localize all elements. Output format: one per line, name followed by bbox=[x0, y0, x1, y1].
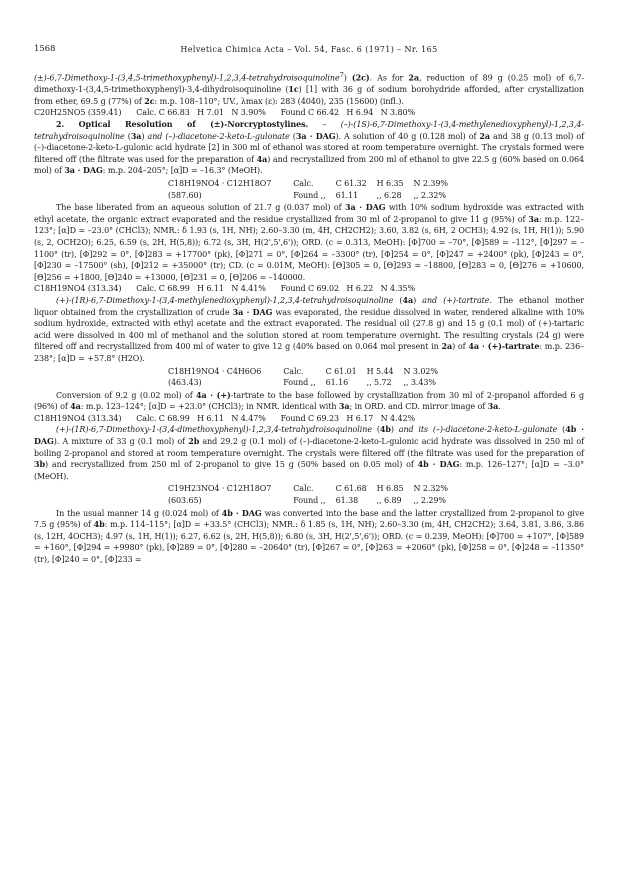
analysis-cell: Calc. bbox=[293, 484, 314, 494]
analysis-cell: H 5.44 bbox=[366, 366, 394, 376]
italic-text: (±)-6,7-Dimethoxy-1-(3,4,5-trimethoxyphenyl)-1,2,3,4-tetrahydroisoquinoline bbox=[34, 73, 340, 83]
compound-label: 3a bbox=[130, 130, 142, 141]
analysis-cell: 61.11 bbox=[335, 190, 359, 200]
compound-label: 4b · DAG bbox=[221, 507, 262, 518]
compound-label: 2. Optical Resolution of (±)-Norcryptostylines. bbox=[56, 119, 309, 130]
text-run: ). A mixture of 33 g (0.1 mol) of bbox=[53, 437, 189, 447]
text-run: with 10% sodium hydroxide was extracted with ethyl acetate, the organic extract evaporated and the residue crystallized from 30 ml of 2-propanol to give 11 g (95%) of bbox=[34, 203, 584, 224]
compound-label: 2c bbox=[144, 95, 155, 106]
compound-label: 4b · DAG bbox=[417, 459, 460, 470]
text-run: – bbox=[308, 120, 341, 130]
text-run: and 29.2 g (0.1 mol) of (–)-diacetone-2-keto-L-gulonic acid hydrate was dissolved in 250 ml of boiling 2-propanol and stored at room temperature overnight. The crystals were filtered off (the filtrate was used for the preparation of bbox=[34, 437, 584, 458]
italic-text: and its (–)-diacetone-2-keto-L-gulonate bbox=[398, 425, 558, 435]
analysis-row bbox=[168, 178, 458, 190]
text-run: ) bbox=[141, 131, 148, 141]
text-run: ) bbox=[343, 73, 352, 83]
analysis-cell: C 61.68 bbox=[335, 484, 367, 494]
text-run: ) [1] with 36 g of sodium borohydride afforded, after crystallization from ether, 69.5 g (77%) of bbox=[34, 85, 584, 106]
italic-text: (+)-(1R)-6,7-Dimethoxy-1-(3,4-methylenedioxyphenyl)-1,2,3,4-tetrahydroisoquinoline bbox=[56, 295, 394, 305]
text-run: ) and recrystallized from 250 ml of 2-propanol to give 15 g (50% based on 0.05 mol) of bbox=[45, 460, 418, 470]
text-run: ( bbox=[371, 425, 380, 435]
compound-label: 3b bbox=[34, 459, 46, 470]
analysis-cell: Found ,, bbox=[283, 378, 316, 388]
compound-label: 3a · DAG bbox=[64, 165, 103, 176]
analysis-row bbox=[168, 495, 458, 507]
analysis-cell: N 2.32% bbox=[413, 484, 448, 494]
paragraph bbox=[34, 295, 584, 365]
text-run: ) of bbox=[452, 342, 469, 352]
text-run: -tartrate to the base followed by crystallization from 30 ml of 2-propanol afforded 6 g (96%) of bbox=[34, 390, 584, 412]
analysis-cell: C18H19NO4 · C12H18O7 bbox=[168, 179, 272, 188]
compound-label: 3a · DAG bbox=[232, 306, 273, 317]
compound-label: 3a · DAG bbox=[295, 130, 336, 141]
footnote-marker: 7 bbox=[339, 71, 344, 79]
page-number: 1568 bbox=[34, 44, 56, 54]
text-run: ( bbox=[289, 131, 296, 141]
compound-label: 2a bbox=[479, 130, 490, 141]
analysis-cell: ,, 3.43% bbox=[403, 378, 436, 388]
compound-label: 3a · DAG bbox=[345, 202, 386, 213]
compound-label: 2a bbox=[441, 341, 453, 352]
compound-label: 4a bbox=[402, 294, 414, 305]
compound-label: 4a bbox=[256, 153, 268, 164]
analysis-row bbox=[168, 377, 448, 389]
article-body bbox=[34, 70, 584, 566]
text-run: ) bbox=[390, 425, 399, 435]
compound-label: 3a bbox=[528, 213, 539, 224]
compound-label: 2b bbox=[188, 436, 200, 447]
paragraph bbox=[34, 202, 584, 283]
analysis-cell: N 2.39% bbox=[413, 179, 448, 188]
paragraph bbox=[34, 508, 584, 566]
text-run: , reduction of 89 g (0.25 mol) of 6,7-dimethoxy-1-(3,4,5-trimethoxyphenyl)-3,4-dihydroisoquinoline ( bbox=[34, 73, 585, 95]
compound-label: 4a · (+)-tartrate bbox=[468, 341, 540, 352]
text-run: : m.p. 122–123°; [α]D = –23.0° (CHCl3); NMR.: δ 1.93 (s, 1H, NH); 2.60–3.30 (m, 4H, CH2CH2); 3.60, 3.82 (s, 6H, 2 OCH3); 4.92 (s, 1H, H(1)); 5.90 (s, 2, OCH2O); 6.25, 6.59 (s, 2H, H(5,8)); 6.72 (s, 3H, H(2',5',6')); ORD. (c = 0.313, MeOH): [Φ]700 = –70°, [Φ]589 = –112°, [Φ]297 = –1100° (tr), [Φ]292 = 0°, [Φ]283 = +17700° (pk), [Φ]271 = 0°, [Φ]264 = –3300° (tr), [Φ]254 = 0°, [Φ]247 = +2400° (pk), [Φ]243 = 0°, [Φ]230 = –17500° (sh), [Φ]212 = +35000° (tr); CD. (c = 0.01M, MeOH): [Θ]305 = 0, [Θ]293 = –18800, [Θ]283 = 0, [Θ]276 = +10600, [Θ]256 = +1800, [Θ]240 = +13000, [Θ]231 = 0, [Θ]206 = –140000. bbox=[34, 214, 584, 282]
text-run: The base liberated from an aqueous solution of 21.7 g (0.037 mol) of bbox=[56, 203, 346, 213]
text-run: and 38 g (0.13 mol) of (–)-diacetone-2-keto-L-gulonic acid hydrate [2] in 300 ml of ethanol was stored at room temperature overnight. The crystals formed were filtered off (the filtrate was used for the preparation of bbox=[34, 131, 584, 164]
analysis-cell: Found ,, bbox=[293, 190, 326, 200]
text-run: : m.p. 114–115°; [α]D = +33.5° (CHCl3); NMR.: δ 1.85 (s, 1H, NH); 2.60–3.30 (m, 4H, CH2CH2); 3.64, 3.81, 3.86, 3.86 (s, 12H, 4OCH3); 4.97 (s, 1H, H(1)); 6.27, 6.62 (s, 2H, H(5,8)); 6.80 (s, 3H, H(2',5',6')); ORD. (c = 0.239, MeOH): [Φ]700 = +107°, [Φ]589 = +160°, [Φ]294 = +9980° (pk), [Φ]289 = 0°, [Φ]280 = –20640° (tr), [Φ]267 = 0°, [Φ]263 = +2060° (pk), [Φ]258 = 0°, [Φ]248 = –11350° (tr), [Φ]240 = 0°, [Φ]233 = bbox=[34, 520, 584, 564]
elemental-analysis: C18H19NO4 (313.34) Calc. C 68.99 H 6.11 N 4.47% Found C 69.23 H 6.17 N 4.42% bbox=[34, 413, 416, 423]
text-run: ( bbox=[393, 295, 403, 305]
analysis-cell: C 61.32 bbox=[335, 179, 367, 188]
paragraph bbox=[34, 424, 584, 482]
analysis-cell: 61.38 bbox=[335, 496, 359, 506]
text-run: ( bbox=[124, 131, 131, 141]
text-run: In the usual manner 14 g (0.024 mol) of bbox=[56, 508, 222, 518]
analysis-cell: C18H19NO4 · C4H6O6 bbox=[168, 366, 262, 376]
text-run: : m.p. 126–127°; [α]D = –3.0° (MeOH). bbox=[34, 460, 584, 481]
italic-text: and (–)-diacetone-2-keto-L-gulonate bbox=[147, 131, 290, 141]
analysis-table bbox=[168, 178, 458, 201]
analysis-cell: H 6.85 bbox=[376, 484, 404, 494]
analysis-cell: ,, 5.72 bbox=[366, 378, 392, 388]
paragraph bbox=[34, 70, 584, 107]
analysis-row bbox=[168, 190, 458, 202]
text-run: . As for bbox=[369, 73, 409, 83]
compound-label: 4b bbox=[379, 424, 391, 435]
analysis-table bbox=[168, 483, 458, 506]
analysis-cell: Calc. bbox=[283, 366, 304, 376]
analysis-row bbox=[168, 366, 448, 378]
compound-label: 2a bbox=[408, 72, 419, 83]
text-run: ). A solution of 40 g (0.128 mol) of bbox=[335, 131, 480, 141]
text-run: : m.p. 108–110°; UV., λmax (ε): 283 (4040), 235 (15600) (infl.). bbox=[154, 96, 404, 106]
analysis-cell: (603.65) bbox=[168, 496, 202, 506]
analysis-cell: H 6.35 bbox=[376, 179, 404, 188]
paragraph bbox=[34, 390, 584, 413]
analysis-cell: (463.43) bbox=[168, 378, 202, 388]
compound-label: 4b bbox=[93, 519, 105, 530]
analysis-cell: Found ,, bbox=[293, 496, 326, 506]
elemental-analysis: C20H25NO5 (359.41) Calc. C 66.83 H 7.01 N 3.90% Found C 66.42 H 6.94 N 3.80% bbox=[34, 108, 416, 118]
text-run: ) bbox=[413, 295, 423, 305]
compound-label: 3a bbox=[487, 401, 499, 412]
analysis-cell: ,, 2.29% bbox=[413, 496, 446, 506]
running-head: Helvetica Chimica Acta – Vol. 54, Fasc. 6 (1971) – Nr. 165 bbox=[180, 45, 438, 54]
analysis-cell: N 3.02% bbox=[403, 366, 438, 376]
analysis-cell: ,, 6.28 bbox=[376, 190, 402, 200]
text-run: was converted into the base and the latter crystallized from 2-propanol to give 7.5 g (95%) of bbox=[34, 508, 584, 530]
italic-text: (–)-(1S)-6,7-Dimethoxy-1-(3,4-methylenedioxyphenyl)-1,2,3,4-tetrahydroisoquinoline bbox=[34, 120, 584, 141]
page-header bbox=[34, 44, 584, 56]
paragraph bbox=[34, 119, 584, 177]
text-run: ) and recrystallized from 200 ml of ethanol to give 22.5 g (60% based on 0.064 mol) of bbox=[34, 154, 585, 176]
compound-label: 4a bbox=[70, 401, 81, 412]
compound-label: 4b · DAG bbox=[34, 424, 584, 447]
text-run: was evaporated, the residue dissolved in water, rendered alkaline with 10% sodium hydroxide, extracted with ethyl acetate and the extract evaporated. The residual oil (27.8 g) and 15 g (0.1 mol) of (+)-tartaric acid were dissolved in 400 ml of methanol and the solution stored at room temperature overnight. The resulting crystals (24 g) were filtered off and recrystallized from 400 ml of water to give 12 g (40% based on 0.064 mol present in bbox=[34, 307, 584, 352]
analysis-cell: 61.16 bbox=[325, 378, 349, 388]
text-run: Conversion of 9.2 g (0.02 mol) of bbox=[56, 390, 196, 400]
text-run: : m.p. 236–238°; [α]D = +57.8° (H2O). bbox=[34, 342, 585, 363]
analysis-table bbox=[168, 366, 448, 389]
compound-label: 1c bbox=[288, 84, 299, 95]
analysis-cell: C 61.01 bbox=[325, 366, 357, 376]
compound-label: (2c) bbox=[351, 72, 370, 83]
text-run: : m.p. 204–205°; [α]D = –16.3° (MeOH). bbox=[102, 166, 263, 176]
analysis-cell: ,, 6.89 bbox=[376, 496, 402, 506]
compound-label: 3a bbox=[338, 401, 350, 412]
text-run: The ethanol mother liquor obtained from the crystallization of crude bbox=[34, 295, 585, 317]
italic-text: (+)-(1R)-6,7-Dimethoxy-1-(3,4-dimethoxyphenyl)-1,2,3,4-tetrahydroisoquinoline bbox=[56, 425, 372, 435]
italic-text: and (+)-tartrate. bbox=[422, 295, 492, 305]
analysis-cell: C19H23NO4 · C12H18O7 bbox=[168, 484, 272, 494]
compound-label: 4a · (+) bbox=[196, 389, 231, 400]
analysis-row bbox=[168, 483, 458, 495]
analysis-cell: (587.60) bbox=[168, 190, 202, 200]
elemental-analysis: C18H19NO4 (313.34) Calc. C 68.99 H 6.11 N 4.41% Found C 69.02 H 6.22 N 4.35% bbox=[34, 284, 416, 294]
analysis-cell: ,, 2.32% bbox=[413, 190, 446, 200]
text-run: ( bbox=[557, 425, 566, 435]
text-run: ; in ORD. and CD. mirror image of bbox=[349, 402, 488, 412]
text-run: . bbox=[498, 402, 501, 412]
analysis-cell: Calc. bbox=[293, 179, 314, 188]
text-run: : m.p. 123–124°; [α]D = +23.0° (CHCl3); in NMR. identical with bbox=[80, 402, 339, 412]
